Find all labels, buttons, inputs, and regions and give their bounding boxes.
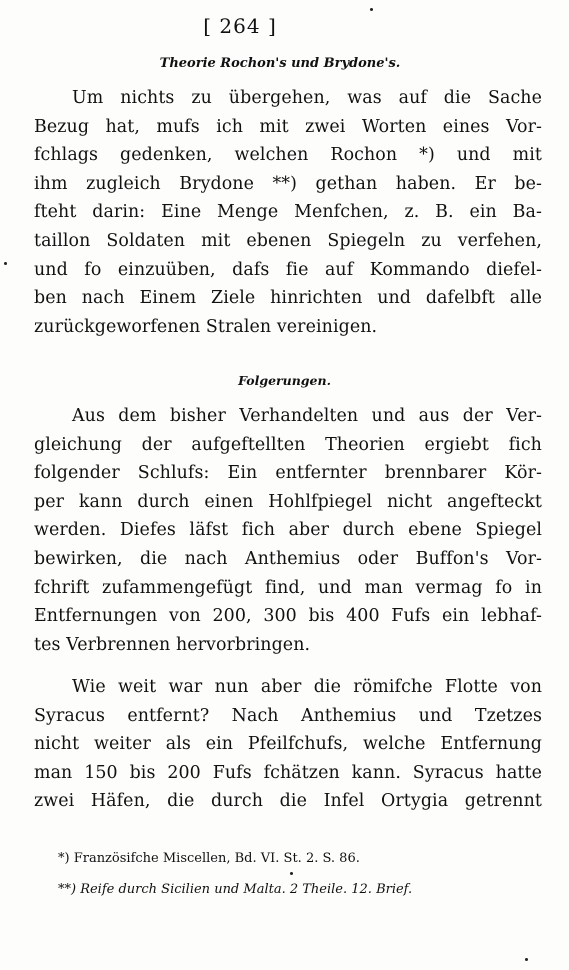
- text-line: ihm zugleich Brydone **) gethan haben. Er be-: [34, 173, 542, 194]
- text-line: nicht weiter als ein Pfeilfchufs, welche Entfernung: [34, 734, 542, 755]
- text-line: gleichung der aufgeftellten Theorien ergiebt fich: [34, 434, 542, 455]
- print-speck: [290, 872, 293, 875]
- print-speck: [4, 262, 7, 265]
- text-line: per kann durch einen Hohlfpiegel nicht angefteckt: [34, 491, 542, 512]
- text-line: man 150 bis 200 Fufs fchätzen kann. Syracus hatte: [34, 762, 542, 783]
- page-number: [ 264 ]: [203, 14, 277, 38]
- text-line: taillon Soldaten mit ebenen Spiegeln zu verfehen,: [34, 230, 542, 251]
- text-line: folgender Schlufs: Ein entfernter brennbarer Kör-: [34, 463, 542, 484]
- text-line: Um nichts zu übergehen, was auf die Sache: [72, 88, 542, 108]
- text-line: Bezug hat, mufs ich mit zwei Worten eines Vor-: [34, 116, 542, 137]
- text-line: fchlags gedenken, welchen Rochon *) und mit: [34, 145, 542, 166]
- print-speck: [370, 8, 373, 11]
- text-line: Syracus entfernt? Nach Anthemius und Tzetzes: [34, 705, 542, 726]
- text-line: Wie weit war nun aber die römifche Flotte von: [72, 677, 542, 697]
- paragraph-roman-fleet: [34, 673, 542, 816]
- text-line: ben nach Einem Ziele hinrichten und dafelbft alle: [34, 288, 542, 309]
- section-heading: Folgerungen.: [238, 373, 331, 388]
- text-line: fteht darin: Eine Menge Menfchen, z. B. ein Ba-: [34, 202, 542, 223]
- footnote-1: *) Französifche Miscellen, Bd. VI. St. 2. S. 86.: [58, 851, 360, 866]
- text-line: Aus dem bisher Verhandelten und aus der Ver-: [72, 406, 542, 426]
- text-line: fchrift zufammengefügt find, und man vermag fo in: [34, 577, 542, 598]
- paragraph-conclusions: [34, 402, 542, 659]
- text-line: und fo einzuüben, dafs fie auf Kommando diefel-: [34, 259, 542, 280]
- text-line: zwei Häfen, die durch die Infel Ortygia getrennt: [34, 791, 542, 812]
- running-head: Theorie Rochon's und Brydone's.: [159, 56, 401, 71]
- paragraph-rochon-proposal: [34, 84, 542, 341]
- footnotes: [58, 843, 538, 905]
- text-line: bewirken, die nach Anthemius oder Buffon's Vor-: [34, 548, 542, 569]
- text-line: werden. Diefes läfst fich aber durch ebene Spiegel: [34, 520, 542, 541]
- text-line: zurückgeworfenen Stralen vereinigen.: [34, 316, 378, 337]
- text-line: tes Verbrennen hervorbringen.: [34, 634, 311, 655]
- text-line: Entfernungen von 200, 300 bis 400 Fufs ein lebhaf-: [34, 606, 542, 627]
- footnote-2: **) Reife durch Sicilien und Malta. 2 Theile. 12. Brief.: [58, 882, 413, 897]
- print-speck: [525, 958, 528, 961]
